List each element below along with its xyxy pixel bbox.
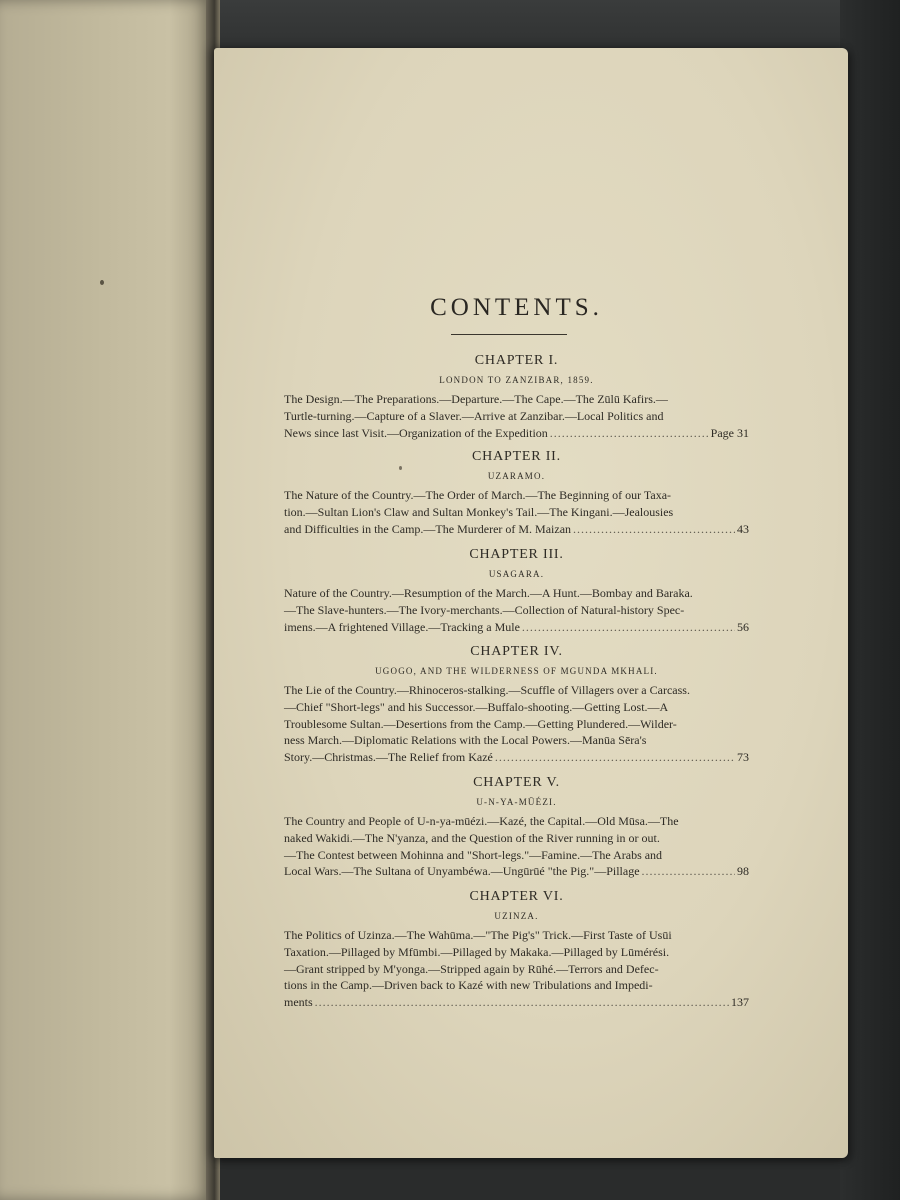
summary-line: Troublesome Sultan.—Desertions from the Camp.—Getting Plundered.—Wilder- bbox=[284, 716, 677, 731]
summary-line: The Country and People of U-n-ya-mūézi.—Kazé, the Capital.—Old Mūsa.—The bbox=[284, 814, 679, 828]
chapter-heading: CHAPTER I. bbox=[474, 353, 559, 368]
dot-leader bbox=[315, 994, 729, 1011]
summary-line: and Difficulties in the Camp.—The Murderer of M. Maizan bbox=[284, 521, 572, 536]
summary-line: tion.—Sultan Lion's Claw and Sultan Monkey's Tail.—The Kingani.—Jealousies bbox=[284, 504, 674, 519]
page-number: 73 bbox=[737, 750, 749, 765]
chapter-summary bbox=[284, 682, 749, 766]
summary-last-line bbox=[284, 863, 749, 880]
summary-line: News since last Visit.—Organization of the Expedition bbox=[284, 425, 548, 440]
summary-line: Story.—Christmas.—The Relief from Kazé bbox=[284, 750, 493, 765]
page-number: 98 bbox=[737, 864, 749, 879]
chapter-summary bbox=[284, 487, 749, 537]
chapter-subtitle: UGOGO, AND THE WILDERNESS OF MGUNDA MKHALI. bbox=[375, 666, 658, 676]
left-page bbox=[0, 0, 212, 1200]
summary-line: Local Wars.—The Sultana of Unyambéwa.—Ungūrūé "the Pig."—Pillage bbox=[284, 864, 640, 879]
chapter-4 bbox=[284, 643, 749, 766]
summary-line: The Design.—The Preparations.—Departure.—The Cape.—The Zūlū Kafirs.— bbox=[284, 392, 668, 406]
page-number: 43 bbox=[737, 521, 749, 536]
summary-line: ments bbox=[284, 995, 313, 1010]
background-right bbox=[840, 0, 900, 1200]
chapter-heading: CHAPTER III. bbox=[469, 547, 564, 562]
summary-line: Nature of the Country.—Resumption of the March.—A Hunt.—Bombay and Baraka. bbox=[284, 586, 693, 600]
summary-line: ness March.—Diplomatic Relations with the Local Powers.—Manūa Sēra's bbox=[284, 733, 647, 748]
summary-line: naked Wakidi.—The N'yanza, and the Question of the River running in or out. bbox=[284, 830, 660, 845]
summary-line: Taxation.—Pillaged by Mfūmbi.—Pillaged by Makaka.—Pillaged by Lūmérési. bbox=[284, 944, 670, 959]
summary-line: The Lie of the Country.—Rhinoceros-stalking.—Scuffle of Villagers over a Carcass. bbox=[284, 683, 690, 697]
summary-line: The Nature of the Country.—The Order of March.—The Beginning of our Taxa- bbox=[284, 488, 672, 502]
summary-line: —The Contest between Mohinna and "Short-legs."—Famine.—The Arabs and bbox=[284, 847, 663, 862]
chapter-subtitle: USAGARA. bbox=[488, 569, 545, 579]
chapter-heading: CHAPTER VI. bbox=[469, 889, 564, 904]
chapter-heading: CHAPTER II. bbox=[472, 449, 561, 464]
chapter-heading: CHAPTER IV. bbox=[470, 644, 563, 659]
chapter-subtitle: UZARAMO. bbox=[487, 471, 546, 481]
title-rule bbox=[451, 334, 567, 335]
page-number: 56 bbox=[737, 619, 749, 634]
page-number: 137 bbox=[731, 995, 749, 1010]
page-number: Page 31 bbox=[710, 425, 749, 440]
dot-leader bbox=[550, 425, 709, 442]
chapter-6 bbox=[284, 888, 749, 1011]
summary-last-line bbox=[284, 425, 749, 442]
dot-leader bbox=[642, 863, 735, 880]
right-page bbox=[214, 48, 848, 1158]
chapter-summary bbox=[284, 927, 749, 1011]
chapter-summary bbox=[284, 813, 749, 880]
chapter-subtitle: U-N-YA-MŪÉZI. bbox=[476, 797, 557, 807]
chapter-summary bbox=[284, 391, 749, 441]
summary-line: —The Slave-hunters.—The Ivory-merchants.—Collection of Natural-history Spec- bbox=[284, 602, 685, 617]
summary-line: —Grant stripped by M'yonga.—Stripped again by Rūhé.—Terrors and Defec- bbox=[284, 961, 659, 976]
summary-line: tions in the Camp.—Driven back to Kazé with new Tribulations and Impedi- bbox=[284, 978, 653, 993]
summary-line: imens.—A frightened Village.—Tracking a Mule bbox=[284, 619, 520, 634]
chapter-2 bbox=[284, 448, 749, 537]
chapter-1 bbox=[284, 352, 749, 441]
chapter-heading: CHAPTER V. bbox=[473, 775, 560, 790]
summary-last-line bbox=[284, 749, 749, 766]
dot-leader bbox=[495, 749, 735, 766]
chapter-summary bbox=[284, 585, 749, 635]
dot-leader bbox=[522, 619, 735, 636]
page-title: CONTENTS. bbox=[430, 294, 603, 321]
chapter-subtitle: UZINZA. bbox=[494, 911, 539, 921]
summary-line: Turtle-turning.—Capture of a Slaver.—Arrive at Zanzibar.—Local Politics and bbox=[284, 408, 664, 423]
summary-last-line bbox=[284, 994, 749, 1011]
dot-leader bbox=[573, 521, 735, 538]
chapter-5 bbox=[284, 774, 749, 880]
chapter-3 bbox=[284, 546, 749, 635]
summary-last-line bbox=[284, 619, 749, 636]
chapter-subtitle: LONDON TO ZANZIBAR, 1859. bbox=[439, 375, 594, 385]
summary-line: —Chief "Short-legs" and his Successor.—Buffalo-shooting.—Getting Lost.—A bbox=[284, 699, 669, 714]
paper-fleck bbox=[100, 280, 104, 285]
summary-line: The Politics of Uzinza.—The Wahūma.—"The Pig's" Trick.—First Taste of Usūi bbox=[284, 928, 672, 942]
summary-last-line bbox=[284, 521, 749, 538]
